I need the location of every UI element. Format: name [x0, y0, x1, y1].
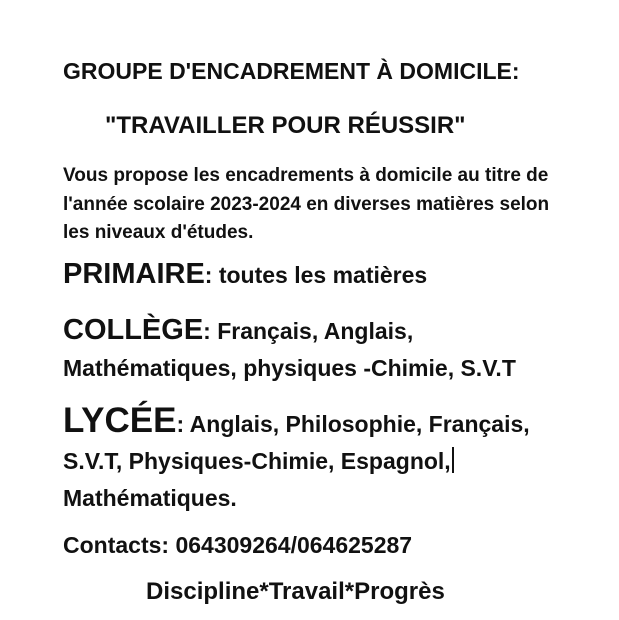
- intro-line: les niveaux d'études.: [63, 222, 254, 243]
- level-lycee-name: LYCÉE: [63, 401, 177, 440]
- text-cursor: [452, 447, 454, 473]
- contacts-line: Contacts: 064309264/064625287: [63, 532, 413, 558]
- flyer-title: GROUPE D'ENCADREMENT À DOMICILE:: [63, 58, 520, 84]
- level-lycee-subjects-line2: S.V.T, Physiques-Chimie, Espagnol,: [63, 448, 451, 474]
- level-lycee-subjects-line3: Mathématiques.: [63, 485, 237, 511]
- intro-paragraph: [63, 162, 593, 248]
- flyer-slogan: "TRAVAILLER POUR RÉUSSIR": [105, 112, 466, 139]
- level-primaire-subjects: : toutes les matières: [204, 262, 428, 288]
- level-college-name: COLLÈGE: [63, 314, 204, 346]
- level-college-subjects-line2: Mathématiques, physiques -Chimie, S.V.T: [63, 355, 516, 381]
- level-lycee: [63, 402, 530, 517]
- level-lycee-subjects-line1: : Anglais, Philosophie, Français,: [176, 411, 530, 437]
- intro-line: l'année scolaire 2023-2024 en diverses matières selon: [63, 193, 550, 215]
- level-primaire: [63, 258, 427, 291]
- level-college-subjects-line1: : Français, Anglais,: [203, 318, 414, 344]
- intro-line: Vous propose les encadrements à domicile au titre de: [63, 165, 549, 186]
- level-primaire-name: PRIMAIRE: [63, 258, 205, 290]
- level-college: [63, 312, 516, 387]
- motto-line: Discipline*Travail*Progrès: [146, 578, 445, 605]
